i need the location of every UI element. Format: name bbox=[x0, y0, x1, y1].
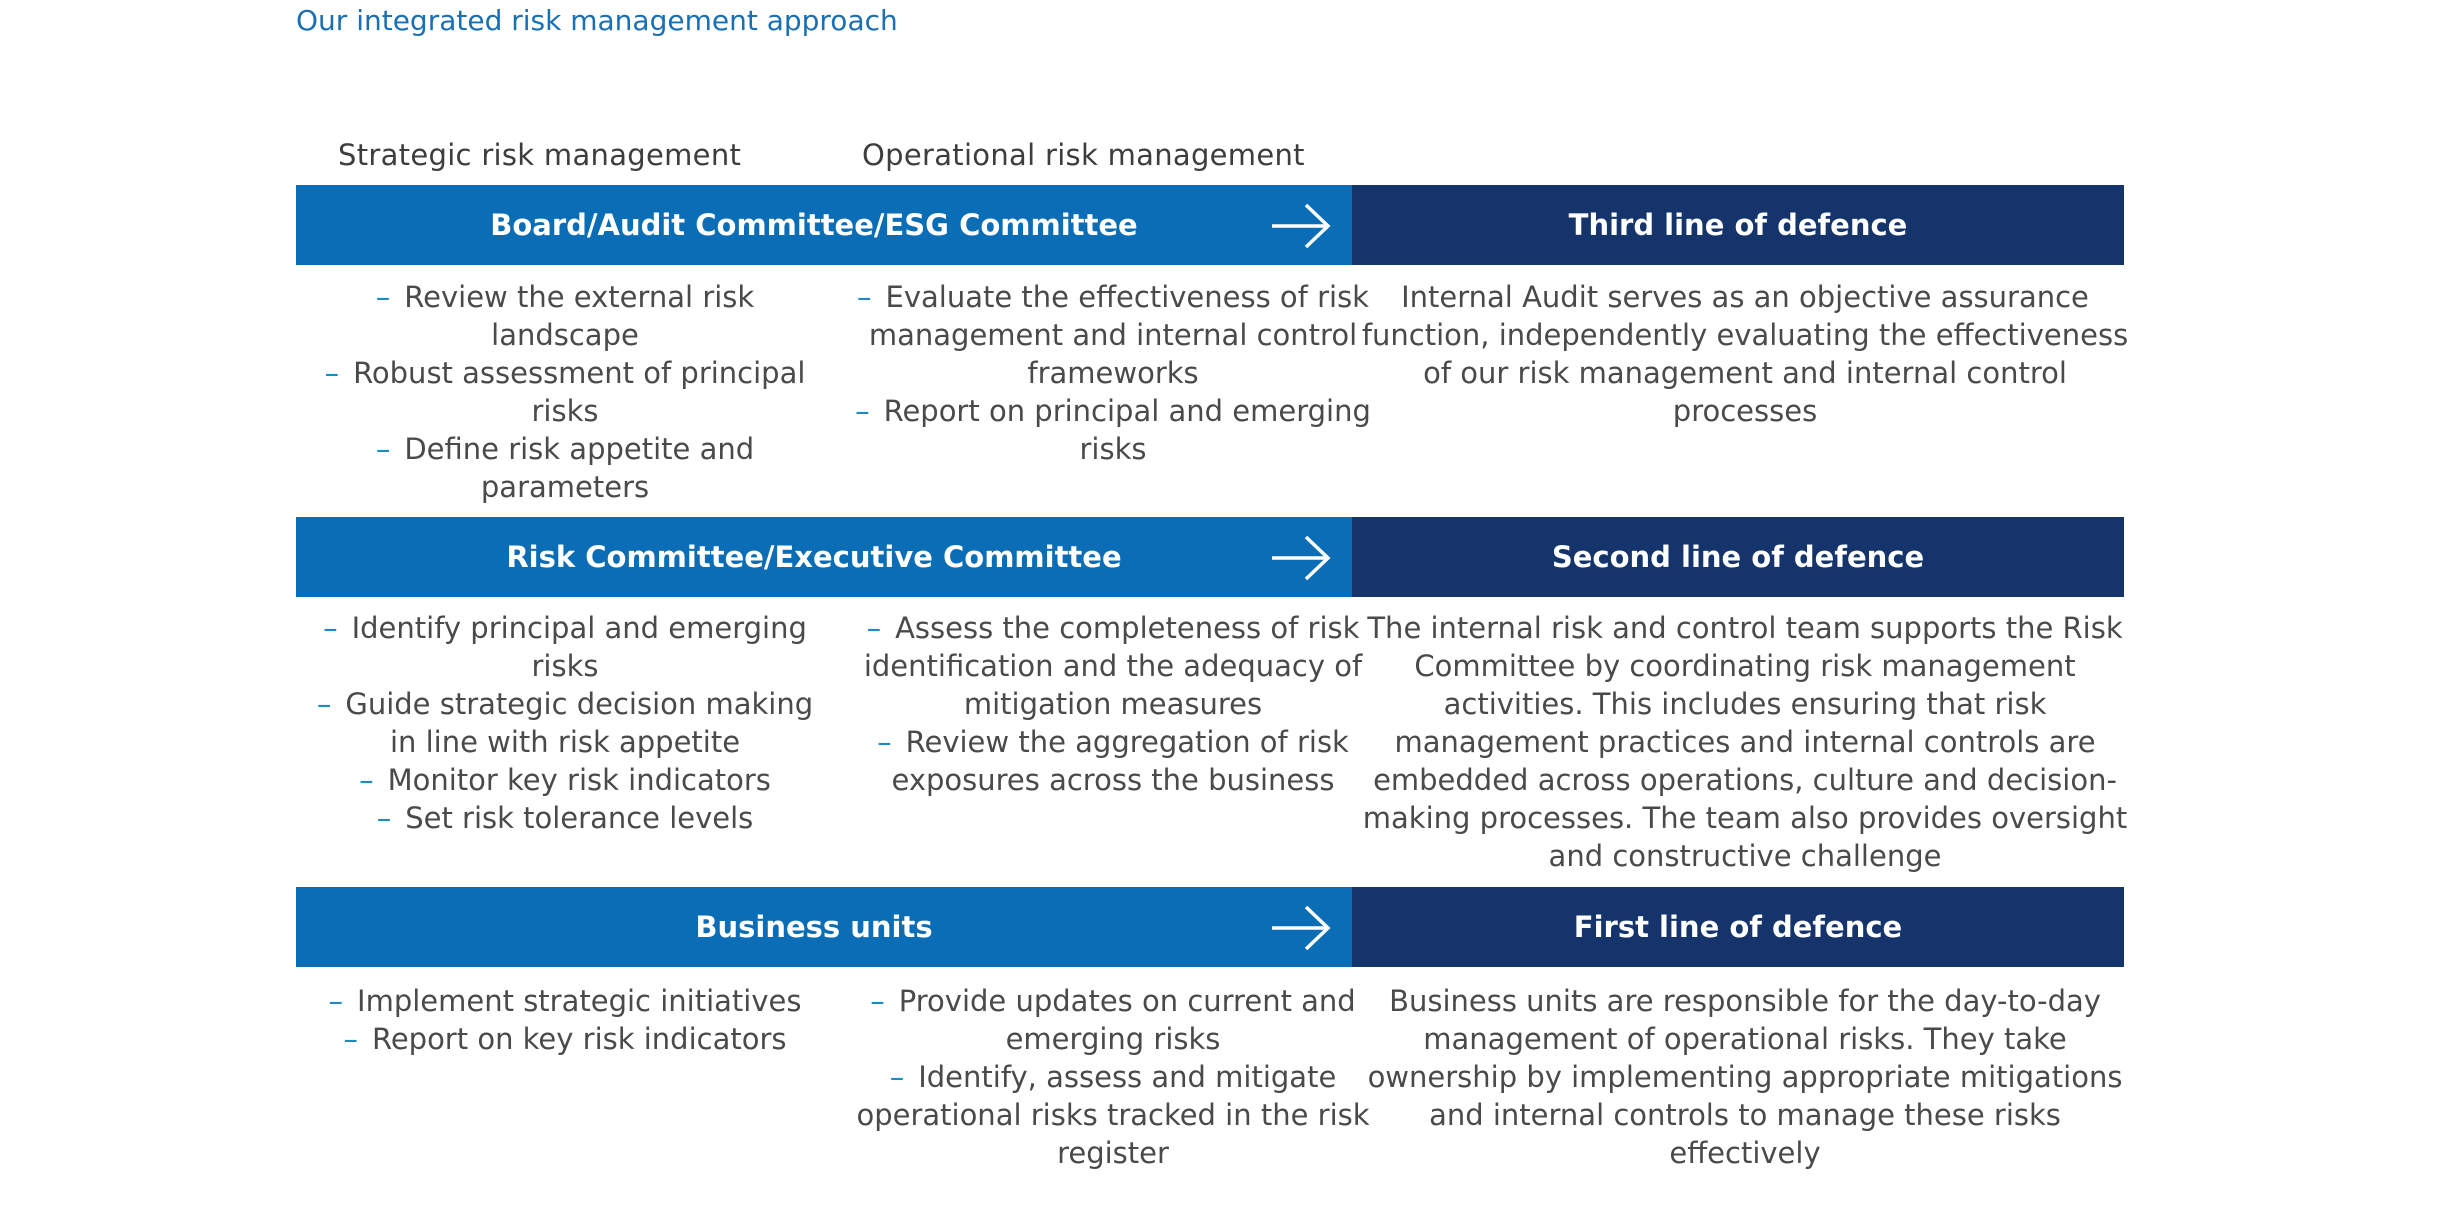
dash-bullet: – bbox=[375, 432, 391, 466]
band-row-3 bbox=[296, 887, 2124, 967]
list-item bbox=[848, 982, 1378, 1058]
list-item bbox=[300, 278, 830, 354]
list-item-text: Identify principal and emerging risks bbox=[351, 611, 807, 683]
page-title: Our integrated risk management approach bbox=[296, 4, 898, 37]
list-item-text: Report on key risk indicators bbox=[371, 1022, 787, 1056]
operational-cell-1 bbox=[848, 278, 1378, 468]
list-item bbox=[300, 609, 830, 685]
dash-bullet: – bbox=[316, 687, 332, 721]
list-item-text: Evaluate the effectiveness of risk management and internal control frameworks bbox=[868, 280, 1369, 390]
defence-description-2: The internal risk and control team supports the Risk Committee by coordinating risk management activities. This includes ensuring that risk management practices and internal controls are embedded across operations, culture and decision-making processes. The team also provides oversight and constructive challenge bbox=[1362, 611, 2128, 873]
committee-label-3: Business units bbox=[695, 910, 933, 944]
dash-bullet: – bbox=[870, 984, 885, 1018]
list-item bbox=[300, 430, 830, 506]
committee-bar-3 bbox=[296, 887, 1352, 967]
dash-bullet: – bbox=[323, 611, 338, 645]
arrow-right-icon bbox=[1270, 535, 1332, 581]
list-item bbox=[848, 392, 1378, 468]
list-item-text: Set risk tolerance levels bbox=[405, 801, 754, 835]
committee-label-2: Risk Committee/Executive Committee bbox=[506, 540, 1122, 574]
dash-bullet: – bbox=[324, 356, 340, 390]
list-item bbox=[300, 685, 830, 761]
committee-bar-2 bbox=[296, 517, 1352, 597]
list-item-text: Identify, assess and mitigate operational risks tracked in the risk register bbox=[856, 1060, 1370, 1170]
dash-bullet: – bbox=[889, 1060, 905, 1094]
list-item bbox=[300, 1020, 830, 1058]
arrow-right-icon bbox=[1270, 905, 1332, 951]
dash-bullet: – bbox=[855, 394, 870, 428]
strategic-cell-3 bbox=[300, 982, 830, 1058]
committee-label-1: Board/Audit Committee/ESG Committee bbox=[490, 208, 1138, 242]
dash-bullet: – bbox=[359, 763, 374, 797]
list-item bbox=[848, 1058, 1378, 1172]
list-item-text: Assess the completeness of risk identification and the adequacy of mitigation measures bbox=[863, 611, 1363, 721]
list-item-text: Report on principal and emerging risks bbox=[883, 394, 1371, 466]
dash-bullet: – bbox=[328, 984, 344, 1018]
strategic-cell-1 bbox=[300, 278, 830, 506]
strategic-column-header: Strategic risk management bbox=[338, 138, 742, 172]
operational-cell-3 bbox=[848, 982, 1378, 1172]
list-item-text: Monitor key risk indicators bbox=[387, 763, 771, 797]
operational-column-header: Operational risk management bbox=[862, 138, 1305, 172]
list-item bbox=[848, 723, 1378, 799]
defence-line-bar-1: Third line of defence bbox=[1352, 185, 2124, 265]
list-item-text: Review the aggregation of risk exposures across the business bbox=[891, 725, 1349, 797]
list-item bbox=[300, 761, 830, 799]
defence-line-bar-2: Second line of defence bbox=[1352, 517, 2124, 597]
list-item-text: Define risk appetite and parameters bbox=[404, 432, 755, 504]
arrow-right-icon bbox=[1270, 203, 1332, 249]
committee-bar-1 bbox=[296, 185, 1352, 265]
dash-bullet: – bbox=[857, 280, 872, 314]
defence-description-3: Business units are responsible for the day-to-day management of operational risks. They take ownership by implementing appropriate mitigations and internal controls to manage these risks effectively bbox=[1367, 984, 2123, 1170]
dash-bullet: – bbox=[866, 611, 882, 645]
list-item-text: Provide updates on current and emerging risks bbox=[898, 984, 1356, 1056]
list-item-text: Guide strategic decision making in line with risk appetite bbox=[345, 687, 814, 759]
list-item bbox=[300, 354, 830, 430]
dash-bullet: – bbox=[343, 1022, 358, 1056]
list-item-text: Review the external risk landscape bbox=[404, 280, 755, 352]
list-item bbox=[300, 982, 830, 1020]
defence-line-bar-3: First line of defence bbox=[1352, 887, 2124, 967]
list-item-text: Robust assessment of principal risks bbox=[353, 356, 806, 428]
dash-bullet: – bbox=[376, 801, 392, 835]
strategic-cell-2 bbox=[300, 609, 830, 837]
list-item-text: Implement strategic initiatives bbox=[357, 984, 802, 1018]
operational-cell-2 bbox=[848, 609, 1378, 799]
list-item bbox=[300, 799, 830, 837]
band-row-1 bbox=[296, 185, 2124, 265]
list-item bbox=[848, 609, 1378, 723]
list-item bbox=[848, 278, 1378, 392]
dash-bullet: – bbox=[375, 280, 391, 314]
band-row-2 bbox=[296, 517, 2124, 597]
defence-description-1: Internal Audit serves as an objective assurance function, independently evaluating the effectiveness of our risk management and internal control processes bbox=[1361, 280, 2129, 428]
dash-bullet: – bbox=[877, 725, 892, 759]
